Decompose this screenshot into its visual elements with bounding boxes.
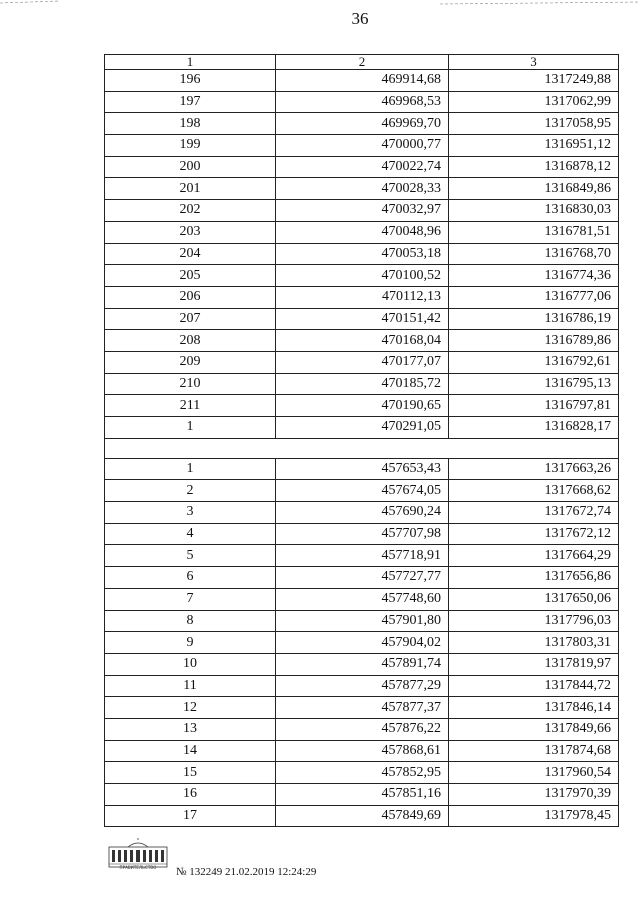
point-number-cell: 1 [105, 458, 276, 480]
table-row [105, 805, 619, 827]
y-coordinate-cell: 1317249,88 [449, 70, 619, 92]
y-coordinate-cell: 1317970,39 [449, 784, 619, 806]
x-coordinate-cell: 470185,72 [276, 373, 449, 395]
y-coordinate-cell: 1317849,66 [449, 718, 619, 740]
x-coordinate-cell: 457851,16 [276, 784, 449, 806]
x-coordinate-cell: 457904,02 [276, 632, 449, 654]
table-row [105, 458, 619, 480]
y-coordinate-cell: 1316774,36 [449, 265, 619, 287]
table-row [105, 351, 619, 373]
point-number-cell: 197 [105, 91, 276, 113]
y-coordinate-cell: 1317062,99 [449, 91, 619, 113]
table-row [105, 221, 619, 243]
point-number-cell: 205 [105, 265, 276, 287]
table-row [105, 178, 619, 200]
y-coordinate-cell: 1317672,74 [449, 502, 619, 524]
point-number-cell: 4 [105, 523, 276, 545]
x-coordinate-cell: 457748,60 [276, 588, 449, 610]
y-coordinate-cell: 1316789,86 [449, 330, 619, 352]
x-coordinate-cell: 470177,07 [276, 351, 449, 373]
x-coordinate-cell: 457852,95 [276, 762, 449, 784]
y-coordinate-cell: 1317819,97 [449, 653, 619, 675]
x-coordinate-cell: 457849,69 [276, 805, 449, 827]
x-coordinate-cell: 470168,04 [276, 330, 449, 352]
x-coordinate-cell: 469914,68 [276, 70, 449, 92]
table-row [105, 135, 619, 157]
point-number-cell: 15 [105, 762, 276, 784]
y-coordinate-cell: 1317978,45 [449, 805, 619, 827]
point-number-cell: 199 [105, 135, 276, 157]
table-row [105, 113, 619, 135]
document-registration-id: № 132249 21.02.2019 12:24:29 [176, 866, 317, 878]
y-coordinate-cell: 1317668,62 [449, 480, 619, 502]
table-row [105, 156, 619, 178]
table-row [105, 373, 619, 395]
x-coordinate-cell: 457718,91 [276, 545, 449, 567]
table-row [105, 417, 619, 439]
point-number-cell: 1 [105, 417, 276, 439]
table-header-row [105, 55, 619, 70]
table-row [105, 718, 619, 740]
y-coordinate-cell: 1316781,51 [449, 221, 619, 243]
y-coordinate-cell: 1316849,86 [449, 178, 619, 200]
point-number-cell: 11 [105, 675, 276, 697]
x-coordinate-cell: 470190,65 [276, 395, 449, 417]
point-number-cell: 7 [105, 588, 276, 610]
y-coordinate-cell: 1316777,06 [449, 286, 619, 308]
y-coordinate-cell: 1316828,17 [449, 417, 619, 439]
point-number-cell: 5 [105, 545, 276, 567]
y-coordinate-cell: 1316795,13 [449, 373, 619, 395]
y-coordinate-cell: 1317796,03 [449, 610, 619, 632]
point-number-cell: 6 [105, 567, 276, 589]
point-number-cell: 201 [105, 178, 276, 200]
x-coordinate-cell: 470100,52 [276, 265, 449, 287]
y-coordinate-cell: 1316951,12 [449, 135, 619, 157]
x-coordinate-cell: 457877,37 [276, 697, 449, 719]
point-number-cell: 200 [105, 156, 276, 178]
coordinates-table [104, 54, 619, 827]
x-coordinate-cell: 457876,22 [276, 718, 449, 740]
x-coordinate-cell: 469969,70 [276, 113, 449, 135]
table-row [105, 395, 619, 417]
y-coordinate-cell: 1317058,95 [449, 113, 619, 135]
y-coordinate-cell: 1317672,12 [449, 523, 619, 545]
section-separator-row [105, 438, 619, 458]
table-row [105, 588, 619, 610]
y-coordinate-cell: 1317664,29 [449, 545, 619, 567]
table-row [105, 70, 619, 92]
table-row [105, 523, 619, 545]
x-coordinate-cell: 457727,77 [276, 567, 449, 589]
y-coordinate-cell: 1316797,81 [449, 395, 619, 417]
y-coordinate-cell: 1317846,14 [449, 697, 619, 719]
x-coordinate-cell: 470112,13 [276, 286, 449, 308]
point-number-cell: 12 [105, 697, 276, 719]
page-number: 36 [351, 9, 369, 28]
x-coordinate-cell: 469968,53 [276, 91, 449, 113]
y-coordinate-cell: 1317960,54 [449, 762, 619, 784]
point-number-cell: 2 [105, 480, 276, 502]
point-number-cell: 207 [105, 308, 276, 330]
table-row [105, 653, 619, 675]
y-coordinate-cell: 1317844,72 [449, 675, 619, 697]
y-coordinate-cell: 1316786,19 [449, 308, 619, 330]
table-row [105, 286, 619, 308]
table-row [105, 480, 619, 502]
point-number-cell: 9 [105, 632, 276, 654]
point-number-cell: 209 [105, 351, 276, 373]
x-coordinate-cell: 457690,24 [276, 502, 449, 524]
y-coordinate-cell: 1317656,86 [449, 567, 619, 589]
y-coordinate-cell: 1316830,03 [449, 200, 619, 222]
point-number-cell: 16 [105, 784, 276, 806]
empty-separator-cell [105, 438, 619, 458]
x-coordinate-cell: 457653,43 [276, 458, 449, 480]
x-coordinate-cell: 457891,74 [276, 653, 449, 675]
point-number-cell: 196 [105, 70, 276, 92]
table-row [105, 632, 619, 654]
table-row [105, 567, 619, 589]
x-coordinate-cell: 470028,33 [276, 178, 449, 200]
stamp-caption: ПРАВИТЕЛЬСТВО [119, 865, 157, 870]
point-number-cell: 208 [105, 330, 276, 352]
point-number-cell: 202 [105, 200, 276, 222]
x-coordinate-cell: 457707,98 [276, 523, 449, 545]
table-row [105, 675, 619, 697]
column-header-3: 3 [449, 55, 619, 70]
table-row [105, 308, 619, 330]
point-number-cell: 8 [105, 610, 276, 632]
x-coordinate-cell: 457901,80 [276, 610, 449, 632]
footer [100, 836, 520, 886]
point-number-cell: 3 [105, 502, 276, 524]
x-coordinate-cell: 470048,96 [276, 221, 449, 243]
point-number-cell: 203 [105, 221, 276, 243]
point-number-cell: 211 [105, 395, 276, 417]
x-coordinate-cell: 470032,97 [276, 200, 449, 222]
table-row [105, 91, 619, 113]
point-number-cell: 17 [105, 805, 276, 827]
x-coordinate-cell: 470291,05 [276, 417, 449, 439]
x-coordinate-cell: 470000,77 [276, 135, 449, 157]
y-coordinate-cell: 1317874,68 [449, 740, 619, 762]
x-coordinate-cell: 470053,18 [276, 243, 449, 265]
x-coordinate-cell: 457877,29 [276, 675, 449, 697]
table-row [105, 610, 619, 632]
table-row [105, 265, 619, 287]
y-coordinate-cell: 1316792,61 [449, 351, 619, 373]
point-number-cell: 10 [105, 653, 276, 675]
government-building-stamp-icon [108, 838, 168, 868]
point-number-cell: 206 [105, 286, 276, 308]
x-coordinate-cell: 457674,05 [276, 480, 449, 502]
table-row [105, 502, 619, 524]
y-coordinate-cell: 1317803,31 [449, 632, 619, 654]
scan-edge-marks [0, 0, 640, 12]
column-header-2: 2 [276, 55, 449, 70]
table-row [105, 330, 619, 352]
x-coordinate-cell: 470151,42 [276, 308, 449, 330]
table-row [105, 697, 619, 719]
y-coordinate-cell: 1316768,70 [449, 243, 619, 265]
point-number-cell: 14 [105, 740, 276, 762]
table-row [105, 740, 619, 762]
table-row [105, 762, 619, 784]
point-number-cell: 198 [105, 113, 276, 135]
point-number-cell: 204 [105, 243, 276, 265]
point-number-cell: 13 [105, 718, 276, 740]
x-coordinate-cell: 457868,61 [276, 740, 449, 762]
table-row [105, 784, 619, 806]
table-row [105, 243, 619, 265]
table-row [105, 200, 619, 222]
x-coordinate-cell: 470022,74 [276, 156, 449, 178]
table-row [105, 545, 619, 567]
y-coordinate-cell: 1316878,12 [449, 156, 619, 178]
y-coordinate-cell: 1317650,06 [449, 588, 619, 610]
point-number-cell: 210 [105, 373, 276, 395]
column-header-1: 1 [105, 55, 276, 70]
y-coordinate-cell: 1317663,26 [449, 458, 619, 480]
